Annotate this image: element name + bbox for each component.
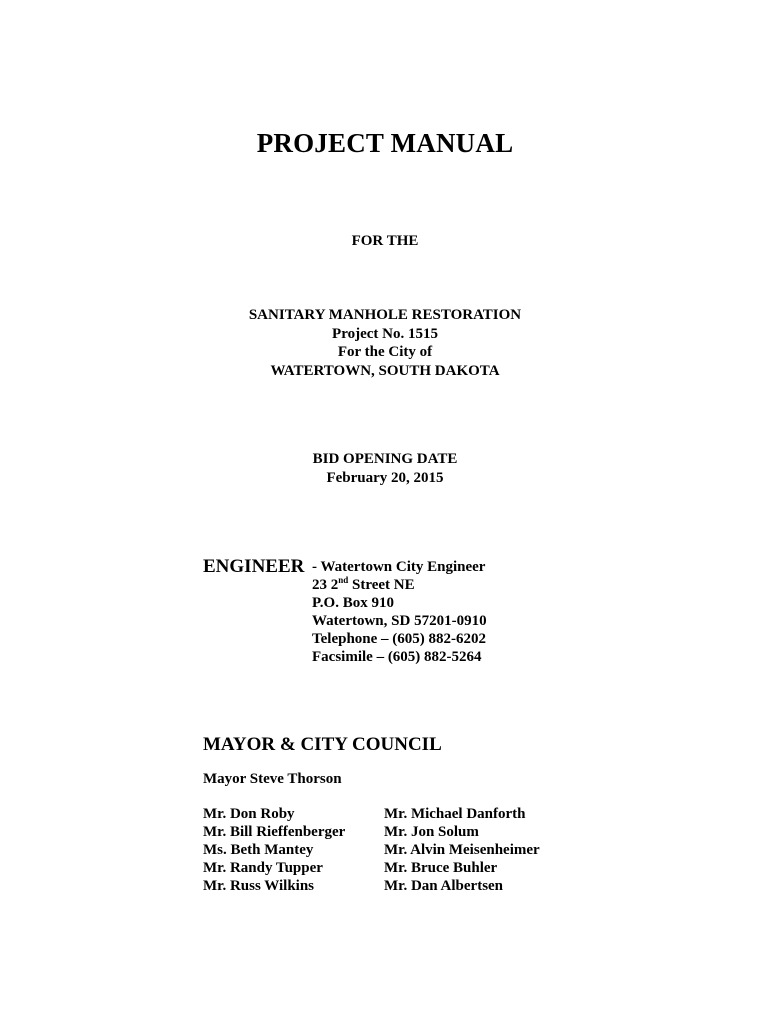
page-title: PROJECT MANUAL: [256, 128, 514, 158]
engineer-po-box: P.O. Box 910: [312, 595, 394, 611]
council-member: Mr. Don Roby: [203, 806, 295, 822]
bid-label: BID OPENING DATE: [312, 451, 458, 467]
engineer-address: [312, 576, 487, 666]
street-number: 23 2: [312, 577, 339, 593]
council-member: Ms. Beth Mantey: [203, 842, 314, 858]
engineer-facsimile: Facsimile – (605) 882-5264: [312, 649, 482, 665]
council-member: Mr. Bill Rieffenberger: [203, 824, 346, 840]
engineer-name: - Watertown City Engineer: [312, 559, 486, 575]
council-heading: MAYOR & CITY COUNCIL: [203, 734, 442, 755]
council-member: Mr. Russ Wilkins: [203, 878, 315, 894]
council-member: Mr. Bruce Buhler: [384, 860, 498, 876]
for-the-label: FOR THE: [351, 233, 419, 249]
council-member: Mr. Jon Solum: [384, 824, 479, 840]
engineer-city-zip: Watertown, SD 57201-0910: [312, 613, 487, 629]
project-for-city: For the City of: [337, 344, 433, 360]
council-members-right: [384, 805, 540, 895]
council-member: Mr. Randy Tupper: [203, 860, 323, 876]
street-ordinal: nd: [338, 575, 349, 585]
bid-date: February 20, 2015: [326, 469, 444, 486]
council-member: Mr. Alvin Meisenheimer: [384, 842, 540, 858]
project-city: WATERTOWN, SOUTH DAKOTA: [270, 362, 500, 379]
bid-info: [0, 450, 770, 487]
mayor-name: Mayor Steve Thorson: [203, 771, 342, 787]
council-members-left: [203, 805, 345, 895]
street-name: Street NE: [348, 577, 415, 593]
project-number: Project No. 1515: [332, 325, 438, 342]
project-name: SANITARY MANHOLE RESTORATION: [248, 307, 522, 323]
project-info: [0, 306, 770, 380]
engineer-telephone: Telephone – (605) 882-6202: [312, 631, 487, 647]
council-member: Mr. Dan Albertsen: [384, 878, 504, 894]
engineer-street: [312, 576, 487, 594]
council-member: Mr. Michael Danforth: [384, 806, 526, 822]
engineer-heading: ENGINEER: [203, 556, 305, 577]
